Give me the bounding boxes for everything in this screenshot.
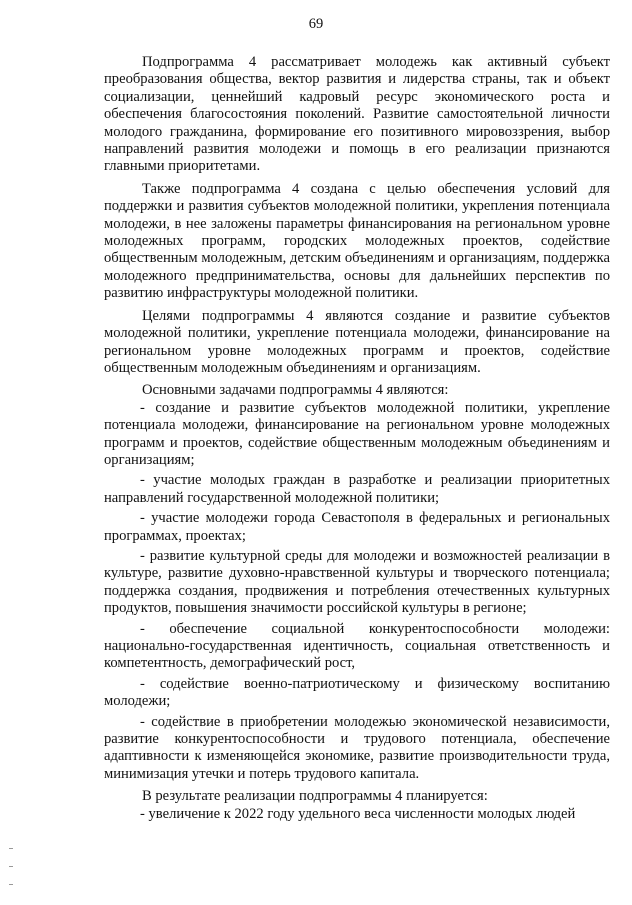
paragraph-purpose: Также подпрограмма 4 создана с целью обеспечения условий для поддержки и развития субъектов молодежной политики, укрепления потенциала молодежи, в нее заложены параметры финансирования на региональном уровне молодежных программ, городских молодежных проектов, содействие общественным молодежным, детским объединениям и организациям, поддержка молодежного предпринимательства, основы для дальнейших перспектив по развитию инфраструктуры молодежной политики.: [104, 180, 610, 302]
task-item: - содействие в приобретении молодежью экономической независимости, развитие конкурентоспособности и трудового потенциала, обеспечение адаптивности к изменяющейся экономике, развитие производительности труда, минимизация утечки и потерь трудового капитала.: [104, 713, 610, 782]
task-item: - обеспечение социальной конкурентоспособности молодежи: национально-государственная идентичность, социальная ответственность и компетентность, демографический рост,: [104, 620, 610, 672]
page-number: 69: [308, 16, 324, 32]
scan-mark: [9, 848, 13, 849]
task-item: - участие молодых граждан в разработке и реализации приоритетных направлений государственной молодежной политики;: [104, 472, 610, 506]
paragraph-goals: Целями подпрограммы 4 являются создание и развитие субъектов молодежной политики, укрепление потенциала молодежи, финансирование на региональном уровне молодежных программ и проектов, содействие общественным молодежным объединениям и организациям.: [104, 307, 610, 376]
task-item: - развитие культурной среды для молодежи и возможностей реализации в культуре, развитие духовно-нравственной культуры и творческого потенциала; поддержка создания, продвижения и потребления отечественных культурных продуктов, повышения значимости российской культуры в регионе;: [104, 547, 610, 617]
paragraph-overview: Подпрограмма 4 рассматривает молодежь как активный субъект преобразования общества, вектор развития и лидерства страны, так и объект социализации, ценнейший кадровый ресурс экономического роста и обеспечения благосостояния поколений. Развитие самостоятельной личности молодого гражданина, формирование его позитивного мировоззрения, выбор направлений развития молодежи и помощь в его реализации признаются главными приоритетами.: [104, 54, 610, 175]
paragraph-tasks-intro: Основными задачами подпрограммы 4 являются:: [142, 382, 449, 399]
scan-mark: [9, 884, 13, 885]
task-item: - создание и развитие субъектов молодежной политики, укрепление потенциала молодежи, финансирование на региональном уровне молодежных программ и проектов, содействие общественным молодежным объединениям и организациям;: [104, 399, 610, 468]
result-item: - увеличение к 2022 году удельного веса численности молодых людей: [140, 805, 576, 822]
task-item: - содействие военно-патриотическому и физическому воспитанию молодежи;: [104, 675, 610, 710]
scan-mark: [9, 866, 13, 867]
body-text: [104, 54, 610, 823]
paragraph-results-intro: В результате реализации подпрограммы 4 планируется:: [142, 788, 488, 805]
task-item: - участие молодежи города Севастополя в федеральных и региональных программах, проектах;: [104, 510, 610, 544]
